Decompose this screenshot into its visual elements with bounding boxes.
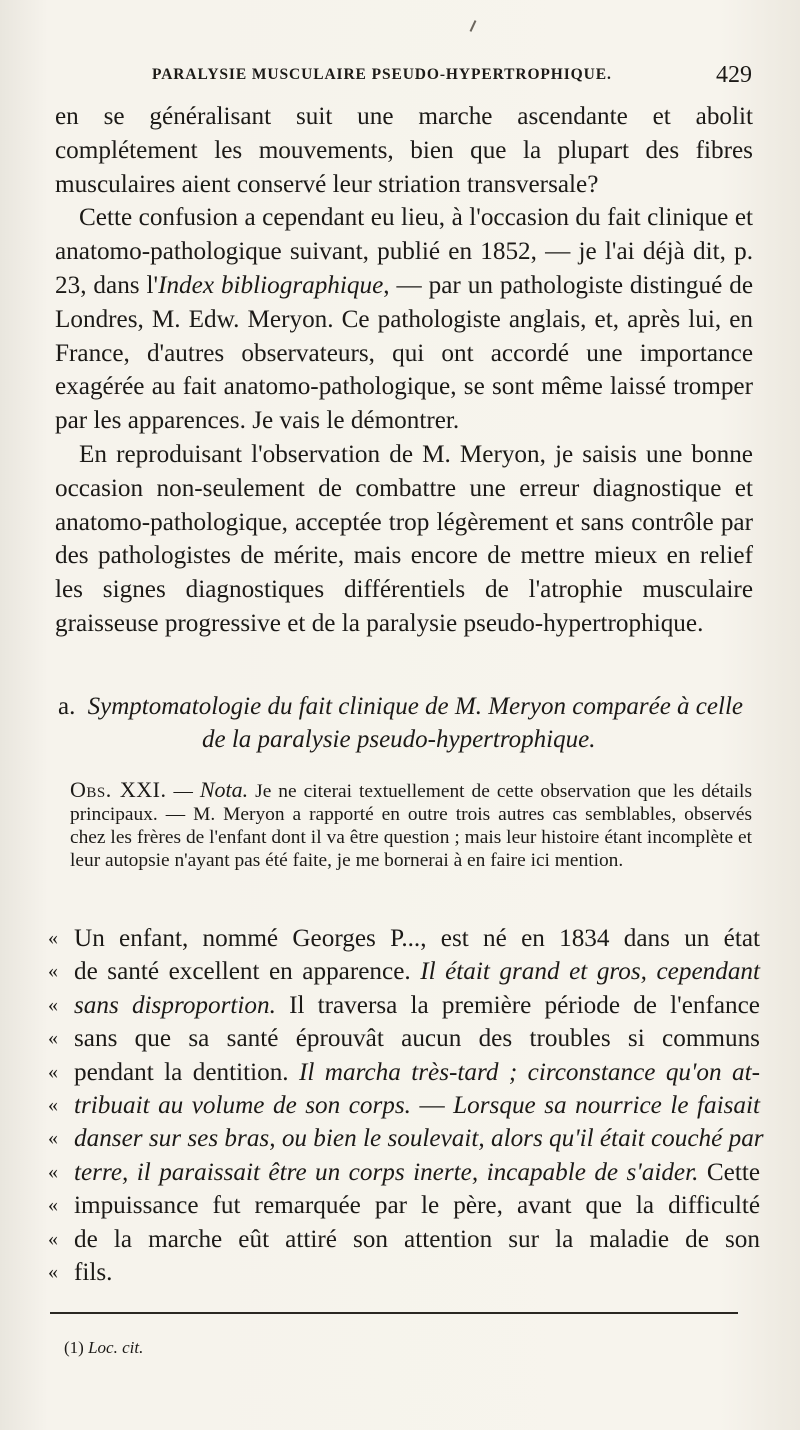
quote-line: « fils. xyxy=(48,1259,113,1287)
footnote-rule xyxy=(50,1312,738,1314)
quote-line: « pendant la dentition. Il marcha très-tard ; circonstance qu'on at- xyxy=(48,1058,760,1086)
footnote-text: Loc. cit. xyxy=(88,1338,144,1357)
ink-mark xyxy=(470,20,477,32)
observation-label: Obs. XXI. xyxy=(70,777,167,802)
footnote-marker: (1) xyxy=(64,1338,84,1357)
quote-line: « terre, il paraissait être un corps inerte, incapable de s'aider. Cette xyxy=(48,1158,760,1186)
section-heading xyxy=(58,690,758,756)
page-number: 429 xyxy=(716,62,752,88)
observation-text: Je ne citerai textuellement de cette observation que les détails principaux. — M. Meryon a rapporté en outre trois autres cas semblables, observés chez les frères de l'enfant dont il va être question ; mais leur histoire étant incomplète et leur autopsie n'ayant pas été faite, je me bornerai à en faire ici mention. xyxy=(70,781,752,871)
quote-line: « tribuait au volume de son corps. — Lorsque sa nourrice le faisait xyxy=(48,1092,760,1120)
section-title-line-2: de la paralysie pseudo-hypertrophique. xyxy=(202,726,596,753)
section-letter: a. xyxy=(58,693,76,720)
observation-note: Obs. XXI. — Nota. Je ne citerai textuellement de cette observation que les détails principaux. — M. Meryon a rapporté en outre trois autres cas semblables, observés chez les frères de l'enfant dont il va être question ; mais leur histoire étant incomplète et leur autopsie n'ayant pas été faite, je me bornerai à en faire ici mention. xyxy=(70,777,752,871)
body-text xyxy=(55,100,753,641)
quote-line: « Un enfant, nommé Georges P..., est né en 1834 dans un état xyxy=(48,925,760,952)
quote-line: « sans que sa santé éprouvât aucun des troubles si communs xyxy=(48,1025,760,1053)
quote-line: « de santé excellent en apparence. Il était grand et gros, cependant xyxy=(48,958,761,986)
running-title: PARALYSIE MUSCULAIRE PSEUDO-HYPERTROPHIQUE. xyxy=(152,66,612,83)
paragraph-3: En reproduisant l'observation de M. Meryon, je saisis une bonne occasion non-seulement de combattre une erreur diagnostique et anatomo-pathologique, acceptée trop légèrement et sans contrôle par des pathologistes de mérite, mais encore de mettre mieux en relief les signes diagnostiques différentiels de l'atrophie musculaire graisseuse progressive et de la paralysie pseudo-hypertrophique. xyxy=(55,440,753,637)
section-title-line-1: Symptomatologie du fait clinique de M. Meryon comparée à celle xyxy=(87,693,743,720)
quote-line: « danser sur ses bras, ou bien le soulevait, alors qu'il était couché par xyxy=(48,1125,764,1153)
page-header xyxy=(152,62,752,92)
paragraph-1: en se généralisant suit une marche ascendante et abolit complétement les mouvements, bien que la plupart des fibres musculaires aient conservé leur striation transversale? xyxy=(55,103,753,198)
paragraph-2: Cette confusion a cependant eu lieu, à l'occasion du fait clinique et anatomo-pathologique suivant, publié en 1852, — je l'ai déjà dit, p. 23, dans l'Index bibliographique, — par un pathologiste distingué de Londres, M. Edw. Meryon. Ce pathologiste anglais, et, après lui, en France, d'autres observateurs, qui ont accordé une importance exagérée au fait anatomo-pathologique, se sont même laissé tromper par les apparences. Je vais le démontrer. xyxy=(55,204,753,435)
quote-line: « impuissance fut remarquée par le père, avant que la difficulté xyxy=(48,1192,760,1220)
index-reference: Index bibliographique xyxy=(158,271,384,299)
footnote xyxy=(64,1338,143,1358)
nota-label: Nota. xyxy=(199,777,249,802)
quote-line: « sans disproportion. Il traversa la première période de l'enfance xyxy=(48,991,760,1019)
quote-line: « de la marche eût attiré son attention sur la maladie de son xyxy=(48,1225,760,1253)
quoted-observation xyxy=(48,922,764,1289)
